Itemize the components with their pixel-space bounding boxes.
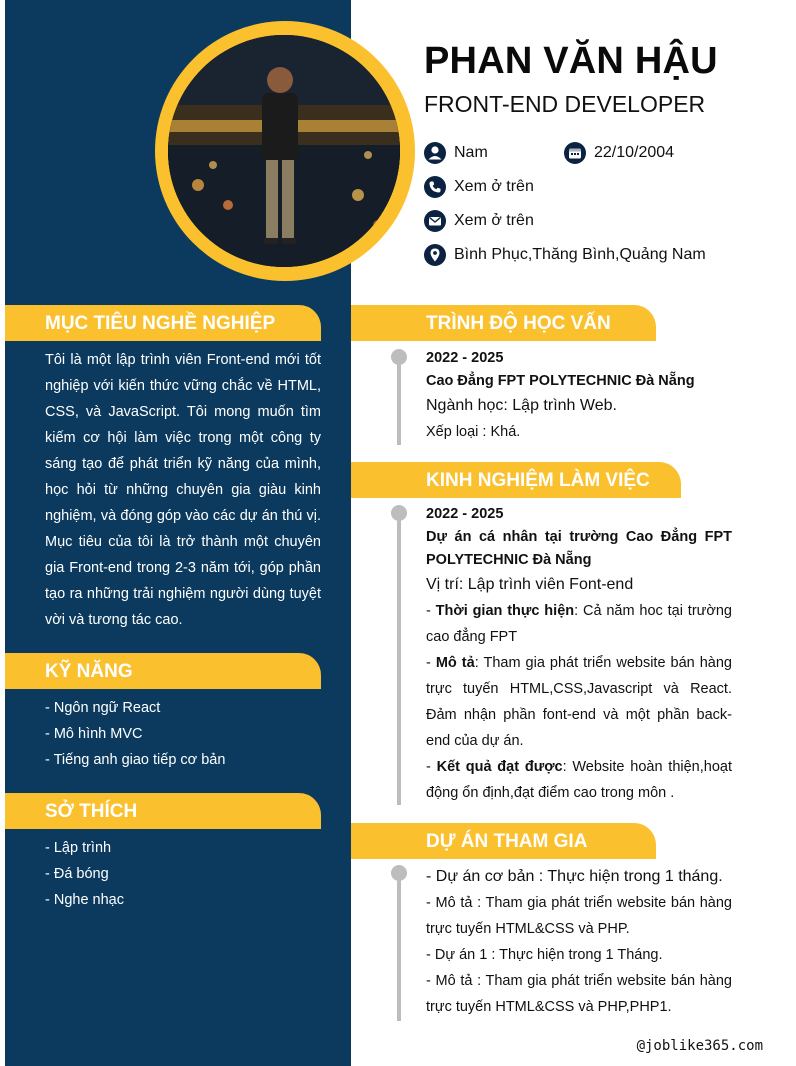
experience-time-text: : Cả năm hoc tại trường cao đẳng FPT — [426, 603, 732, 645]
experience-heading: KINH NGHIỆM LÀM VIỆC — [351, 462, 681, 498]
email-value: Xem ở trên — [454, 212, 534, 229]
project-line: - Mô tả : Tham gia phát triển website bán hàng trực tuyến HTML&CSS và PHP,PHP1. — [426, 973, 732, 1015]
skill-item: - Mô hình MVC — [45, 726, 143, 742]
timeline-line — [397, 871, 401, 1021]
experience-result-label: Kết quả đạt được — [436, 759, 563, 775]
location-icon — [424, 244, 446, 266]
education-heading: TRÌNH ĐỘ HỌC VẤN — [351, 305, 656, 341]
candidate-name: PHAN VĂN HẬU — [424, 40, 718, 82]
skills-heading: KỸ NĂNG — [5, 653, 321, 689]
experience-time: - Thời gian thực hiện: Cả năm hoc tại trường cao đẳng FPT — [426, 603, 732, 645]
hobbies-list — [45, 835, 124, 913]
avatar — [168, 35, 400, 267]
experience-position: Vị trí: Lập trình viên Font-end — [426, 576, 634, 593]
project-line: - Dự án cơ bản : Thực hiện trong 1 tháng. — [426, 868, 723, 885]
phone-value: Xem ở trên — [454, 178, 534, 195]
hobbies-heading: SỞ THÍCH — [5, 793, 321, 829]
experience-period: 2022 - 2025 — [426, 506, 504, 522]
experience-time-label: Thời gian thực hiện — [435, 603, 575, 619]
project-line: - Mô tả : Tham gia phát triển website bán hàng trực tuyến HTML&CSS và PHP. — [426, 895, 732, 937]
footer-watermark: @joblike365.com — [636, 1038, 763, 1054]
experience-project: Dự án cá nhân tại trường Cao Đẳng FPT POLYTECHNIC Đà Nẵng — [426, 529, 732, 568]
hobby-item: - Nghe nhạc — [45, 892, 124, 908]
avatar-photo — [168, 35, 400, 267]
candidate-role: FRONT-END DEVELOPER — [424, 91, 706, 117]
timeline-line — [397, 511, 401, 805]
experience-desc-text: : Tham gia phát triển website bán hàng trực tuyến HTML,CSS,Javascript và React. Đảm nhận phần font-end và một phần back-end của dự án. — [426, 655, 732, 749]
experience-entry — [426, 503, 732, 806]
phone-icon — [424, 176, 446, 198]
objective-heading: MỤC TIÊU NGHỀ NGHIỆP — [5, 305, 321, 341]
projects-entry — [426, 864, 732, 1020]
education-major: Ngành học: Lập trình Web. — [426, 397, 617, 414]
hobby-item: - Đá bóng — [45, 866, 109, 882]
hobby-item: - Lập trình — [45, 840, 112, 856]
education-entry — [426, 347, 732, 445]
dob-value: 22/10/2004 — [594, 144, 675, 161]
mail-icon — [424, 210, 446, 232]
info-gender — [424, 142, 488, 164]
info-email — [424, 210, 534, 232]
gender-value: Nam — [454, 144, 488, 161]
info-phone — [424, 176, 534, 198]
user-icon — [424, 142, 446, 164]
experience-desc: - Mô tả: Tham gia phát triển website bán hàng trực tuyến HTML,CSS,Javascript và React. Đảm nhận phần font-end và một phần back-end của dự án. — [426, 655, 732, 749]
info-address — [424, 244, 706, 266]
education-period: 2022 - 2025 — [426, 350, 504, 366]
experience-desc-label: Mô tả — [435, 655, 475, 671]
education-school: Cao Đẳng FPT POLYTECHNIC Đà Nẵng — [426, 373, 695, 389]
projects-heading: DỰ ÁN THAM GIA — [351, 823, 656, 859]
education-grade: Xếp loại : Khá. — [426, 424, 521, 440]
address-value: Bình Phục,Thăng Bình,Quảng Nam — [454, 246, 706, 263]
experience-result-text: : Website hoàn thiện,hoạt động ổn định,đạt điểm cao trong môn . — [426, 759, 732, 801]
project-line: - Dự án 1 : Thực hiện trong 1 Tháng. — [426, 947, 663, 963]
skills-list — [45, 695, 225, 773]
experience-result: - Kết quả đạt được: Website hoàn thiện,hoạt động ổn định,đạt điểm cao trong môn . — [426, 759, 732, 801]
skill-item: - Ngôn ngữ React — [45, 700, 161, 716]
objective-text: Tôi là một lập trình viên Front-end mới tốt nghiệp với kiến thức vững chắc về HTML, CSS, và JavaScript. Tôi mong muốn tìm kiếm cơ hội làm việc trong một công ty sáng tạo để phát triển kỹ năng của mình, học hỏi từ những chuyên gia giàu kinh nghiệm, và đóng góp vào các dự án thú vị. Mục tiêu của tôi là trở thành một chuyên gia Front-end trong 2-3 năm tới, góp phần tạo ra những trải nghiệm người dùng tuyệt vời và tương tác cao. — [45, 352, 321, 628]
timeline-line — [397, 355, 401, 445]
skill-item: - Tiếng anh giao tiếp cơ bản — [45, 752, 226, 768]
calendar-icon — [564, 142, 586, 164]
info-dob — [564, 142, 674, 164]
